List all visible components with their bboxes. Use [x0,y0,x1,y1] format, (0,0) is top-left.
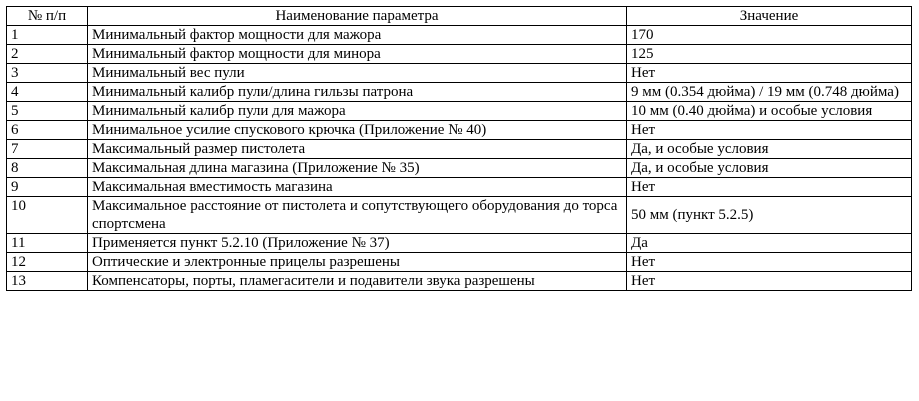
table-row [7,178,912,197]
row-name: Максимальное расстояние от пистолета и сопутствующего оборудования до торса спортсмена [88,197,627,234]
row-name: Применяется пункт 5.2.10 (Приложение № 37) [88,234,627,253]
row-name: Компенсаторы, порты, пламегасители и подавители звука разрешены [88,272,627,291]
row-value: Нет [627,64,912,83]
table-row [7,121,912,140]
row-num: 6 [7,121,88,140]
header-row [7,7,912,26]
row-value: 50 мм (пункт 5.2.5) [627,197,912,234]
row-value: 10 мм (0.40 дюйма) и особые условия [627,102,912,121]
table-row [7,234,912,253]
row-name: Минимальный калибр пули для мажора [88,102,627,121]
row-num: 1 [7,26,88,45]
row-value: Нет [627,121,912,140]
row-value: Нет [627,272,912,291]
row-name: Максимальная длина магазина (Приложение № 35) [88,159,627,178]
row-value: Да [627,234,912,253]
table-row [7,102,912,121]
row-num: 4 [7,83,88,102]
row-value: Да, и особые условия [627,140,912,159]
table-row [7,64,912,83]
row-name: Оптические и электронные прицелы разрешены [88,253,627,272]
table-row [7,45,912,64]
row-value: 170 [627,26,912,45]
table-row [7,272,912,291]
row-name: Максимальный размер пистолета [88,140,627,159]
row-name: Минимальный фактор мощности для минора [88,45,627,64]
row-num: 2 [7,45,88,64]
row-value: Нет [627,253,912,272]
document-page [6,6,912,291]
table-row [7,26,912,45]
header-value: Значение [627,7,912,26]
table-row [7,83,912,102]
parameters-table [6,6,912,291]
row-name: Минимальный вес пули [88,64,627,83]
table-row [7,253,912,272]
header-name: Наименование параметра [88,7,627,26]
row-num: 10 [7,197,88,234]
row-num: 12 [7,253,88,272]
row-name: Минимальный калибр пули/длина гильзы патрона [88,83,627,102]
row-num: 5 [7,102,88,121]
row-value: 125 [627,45,912,64]
table-header [7,7,912,26]
row-name: Максимальная вместимость магазина [88,178,627,197]
table-row [7,197,912,234]
row-num: 7 [7,140,88,159]
table-row [7,140,912,159]
row-value: Да, и особые условия [627,159,912,178]
row-name: Минимальное усилие спускового крючка (Приложение № 40) [88,121,627,140]
row-num: 8 [7,159,88,178]
table-body [7,26,912,291]
row-name: Минимальный фактор мощности для мажора [88,26,627,45]
row-num: 3 [7,64,88,83]
row-value: Нет [627,178,912,197]
header-num: № п/п [7,7,88,26]
row-value: 9 мм (0.354 дюйма) / 19 мм (0.748 дюйма) [627,83,912,102]
row-num: 13 [7,272,88,291]
table-row [7,159,912,178]
row-num: 11 [7,234,88,253]
row-num: 9 [7,178,88,197]
